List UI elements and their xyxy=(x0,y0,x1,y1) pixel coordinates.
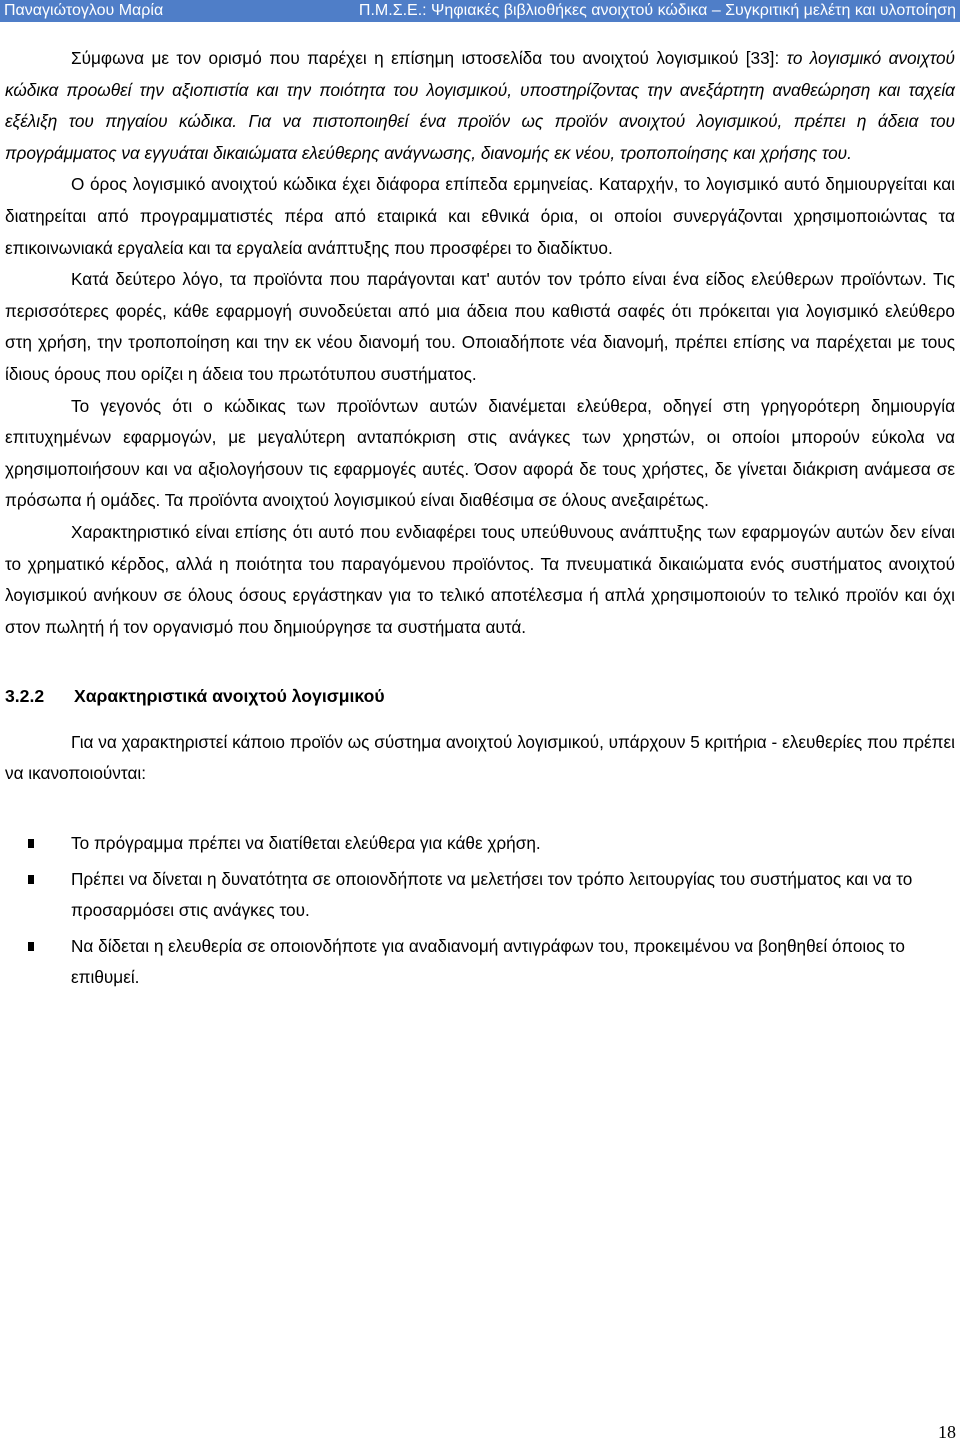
definition-quote: το λογισμικό ανοιχτού κώδικα προωθεί την αξιοπιστία και την ποιότητα του λογισμικού, υποστηρίζοντας την ανεξάρτητη αναθεώρηση και ταχεία εξέλιξη του πηγαίου κώδικα. Για να πιστοποιηθεί ένα προϊόν ως προϊόν ανοιχτού λογισμικού, πρέπει η άδεια του προγράμματος να εγγυάται δικαιώματα ελεύθερης ανάγνωσης, διανομής εκ νέου, τροποποίησης και χρήσης του. xyxy=(5,48,955,163)
list-item-text: Να δίδεται η ελευθερία σε οποιονδήποτε για αναδιανομή αντιγράφων του, προκειμένου να βοηθηθεί όποιος το επιθυμεί. xyxy=(71,935,905,988)
paragraph-distribution: Το γεγονός ότι ο κώδικας των προϊόντων αυτών διανέμεται ελεύθερα, οδηγεί στη γρηγορότερη δημιουργία επιτυχημένων εφαρμογών, με μεγαλύτερη ανταπόκριση στις ανάγκες των χρηστών, οι οποίοι μπορούν εύκολα να χρησιμοποιήσουν και να αξιολογήσουν τις εφαρμογές αυτές. Όσον αφορά δε τους χρήστες, δε γίνεται διάκριση ανάμεσα σε πρόσωπα ή ομάδες. Τα προϊόντα ανοιχτού λογισμικού είναι διαθέσιμα σε όλους ανεξαιρέτως. xyxy=(5,395,955,511)
page-number: 18 xyxy=(938,1422,956,1442)
section-title: Χαρακτηριστικά ανοιχτού λογισμικού xyxy=(74,686,385,707)
square-bullet-icon xyxy=(28,875,34,884)
list-item xyxy=(5,864,955,927)
definition-intro: Σύμφωνα με τον ορισμό που παρέχει η επίσημη ιστοσελίδα του ανοιχτού λογισμικού [33]: xyxy=(71,48,787,68)
list-item-text: Το πρόγραμμα πρέπει να διατίθεται ελεύθερα για κάθε χρήση. xyxy=(71,833,541,854)
square-bullet-icon xyxy=(28,942,34,951)
paragraph-criteria: Για να χαρακτηριστεί κάποιο προϊόν ως σύστημα ανοιχτού λογισμικού, υπάρχουν 5 κριτήρια - ελευθερίες που πρέπει να ικανοποιούνται: xyxy=(5,731,955,784)
running-header xyxy=(0,0,960,22)
section-number: 3.2.2 xyxy=(5,686,45,707)
paragraph-free-products: Κατά δεύτερο λόγο, τα προϊόντα που παράγονται κατ' αυτόν τον τρόπο είναι ένα είδος ελεύθερων προϊόντων. Τις περισσότερες φορές, κάθε εφαρμογή συνοδεύεται από μια άδεια που καθιστά σαφές ότι πρόκειται για λογισμικό ελεύθερο στη χρήση, την τροποποίηση και την εκ νέου διανομή του. Οποιαδήποτε νέα διανομή, πρέπει επίσης να παρέχεται με τους ίδιους όρους που ορίζει η άδεια του πρωτότυπου συστήματος. xyxy=(5,269,955,384)
square-bullet-icon xyxy=(28,839,34,848)
page-body xyxy=(5,43,955,998)
header-thesis-title: Π.Μ.Σ.Ε.: Ψηφιακές βιβλιοθήκες ανοιχτού κώδικα – Συγκριτική μελέτη και υλοποίηση xyxy=(358,2,956,19)
list-item xyxy=(5,828,955,860)
paragraph-interpretation: Ο όρος λογισμικό ανοιχτού κώδικα έχει διάφορα επίπεδα ερμηνείας. Καταρχήν, το λογισμικό αυτό δημιουργείται και διατηρείται από προγραμματιστές πέρα από εταιρικά και εθνικά όρια, οι οποίοι συνεργάζονται χρησιμοποιώντας τα επικοινωνιακά εργαλεία και τα εργαλεία ανάπτυξης που προσφέρει το διαδίκτυο. xyxy=(5,174,955,258)
list-item-text: Πρέπει να δίνεται η δυνατότητα σε οποιονδήποτε να μελετήσει τον τρόπο λειτουργίας του συστήματος και να το προσαρμόσει στις ανάγκες του. xyxy=(71,868,913,921)
list-item xyxy=(5,931,955,994)
section-heading xyxy=(5,681,955,713)
header-author: Παναγιώτογλου Μαρία xyxy=(4,2,164,19)
paragraph-definition xyxy=(5,43,955,169)
criteria-list xyxy=(5,828,955,994)
paragraph-quality: Χαρακτηριστικό είναι επίσης ότι αυτό που ενδιαφέρει τους υπεύθυνους ανάπτυξης των εφαρμογών αυτών δεν είναι το χρηματικό κέρδος, αλλά η ποιότητα του παραγόμενου προϊόντος. Τα πνευματικά δικαιώματα ενός συστήματος ανοιχτού λογισμικού ανήκουν σε όλους όσους εργάστηκαν για το τελικό αποτέλεσμα ή απλά χρησιμοποιούν το τελικό προϊόν και όχι στον πωλητή ή τον οργανισμό που δημιούργησε τα συστήματα αυτά. xyxy=(5,521,955,637)
